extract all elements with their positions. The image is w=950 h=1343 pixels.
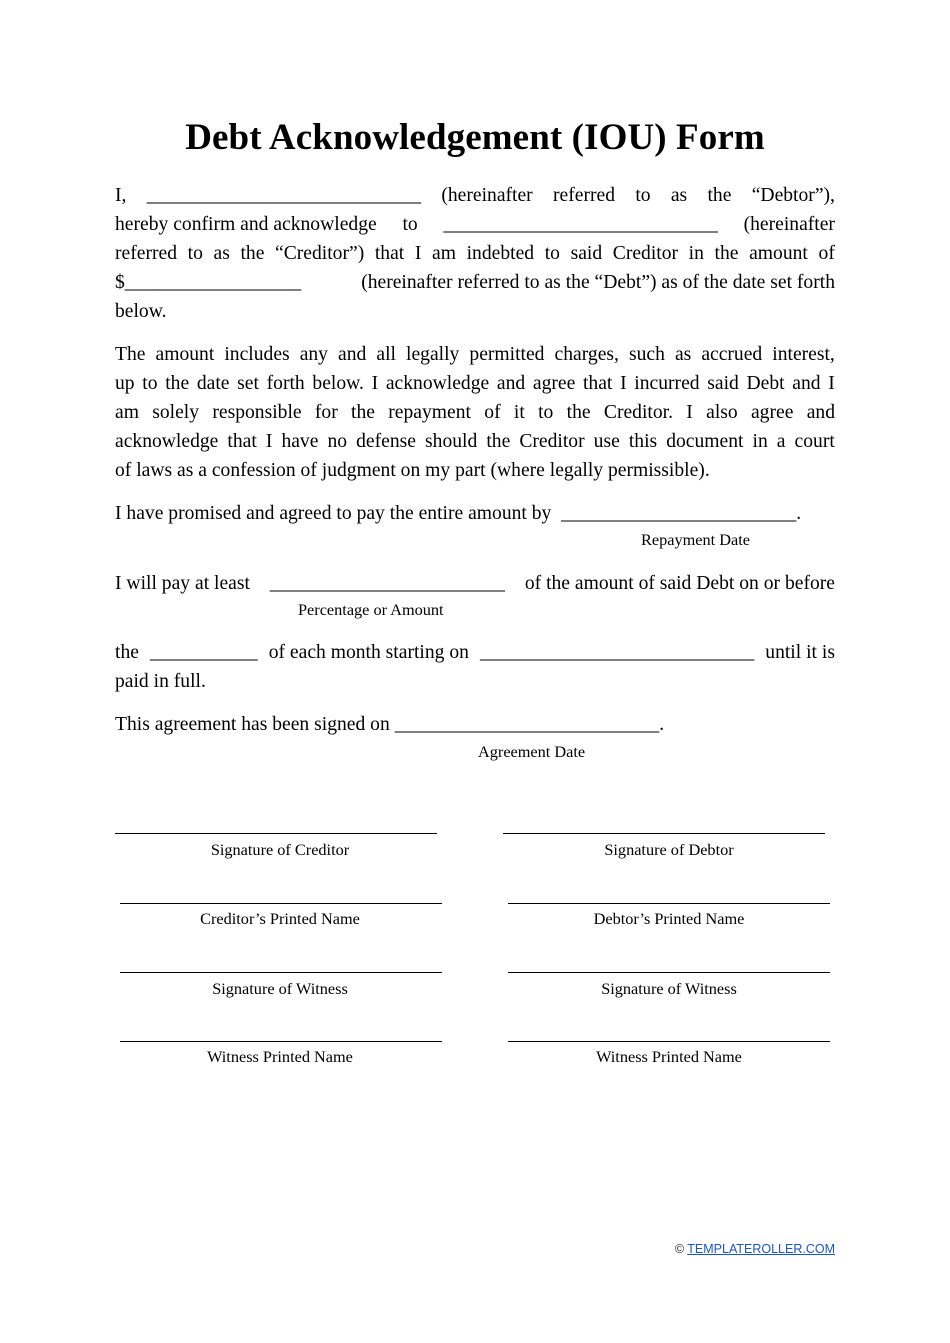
- word: the: [165, 372, 190, 394]
- text-fragment: I: [414, 242, 422, 264]
- paragraph-line: paid in full.: [115, 670, 206, 692]
- word: in: [752, 430, 768, 452]
- word: set: [237, 372, 259, 394]
- templateroller-link[interactable]: TEMPLATEROLLER.COM: [687, 1242, 835, 1256]
- word: solely: [152, 401, 200, 423]
- text-fragment: in: [688, 242, 704, 264]
- text-fragment: to: [635, 185, 651, 206]
- word: have: [281, 430, 319, 452]
- debtor-signature-label: Signature of Debtor: [604, 840, 734, 859]
- installment-paragraph: [115, 570, 835, 599]
- word: any: [299, 344, 328, 365]
- agreement-date-blank: ___________________________.: [394, 714, 665, 735]
- paragraph-line: [115, 211, 835, 240]
- word: I: [686, 401, 693, 423]
- word: legally: [406, 344, 460, 365]
- agreement-date-paragraph: [115, 711, 835, 740]
- text-fragment: as: [670, 185, 688, 206]
- agreement-date-caption: Agreement Date: [478, 742, 586, 761]
- word: permitted: [469, 344, 545, 365]
- day-of-month-blank: ___________: [149, 642, 258, 663]
- creditor-name-label: Creditor’s Printed Name: [200, 909, 360, 928]
- word: am: [115, 401, 139, 423]
- debtor-signature-line: [503, 833, 825, 834]
- word: of: [484, 401, 501, 423]
- paragraph-line: [115, 639, 835, 668]
- witness-signature-label-left: Signature of Witness: [212, 979, 348, 998]
- paragraph-line: of laws as a confession of judgment on my part (where legally permissible).: [115, 459, 710, 481]
- word: court: [794, 430, 835, 452]
- word: charges,: [554, 344, 619, 365]
- creditor-name-blank: ____________________________: [443, 213, 718, 235]
- word: Debt: [746, 372, 785, 394]
- paragraph-line: [115, 341, 835, 370]
- word: no: [327, 430, 348, 452]
- word: responsible: [212, 401, 302, 423]
- text-fragment: the: [240, 242, 265, 264]
- word: as: [674, 344, 692, 365]
- repayment-paragraph: [115, 500, 835, 529]
- word: the: [566, 401, 591, 423]
- terms-paragraph: [115, 341, 835, 486]
- creditor-signature-line: [115, 833, 437, 834]
- text-fragment: as: [213, 242, 230, 264]
- word: for: [314, 401, 338, 423]
- text-fragment: Creditor: [612, 242, 679, 264]
- word: also: [706, 401, 738, 423]
- word: agree: [532, 372, 576, 394]
- word: date: [196, 372, 230, 394]
- word: accrued: [701, 344, 763, 365]
- text-fragment: “Debtor”),: [751, 185, 835, 206]
- witness-signature-line-right: [508, 972, 830, 973]
- text-fragment: I will pay at least: [115, 573, 250, 594]
- text-fragment: This agreement has been signed on: [115, 714, 390, 735]
- text-fragment: of each month starting on: [268, 642, 469, 663]
- text-fragment: said: [570, 242, 603, 264]
- text-fragment: until it is: [765, 642, 835, 663]
- word: amount: [155, 344, 215, 365]
- debtor-name-label: Debtor’s Printed Name: [593, 909, 745, 928]
- paragraph-line: [115, 399, 835, 428]
- word: agree: [750, 401, 794, 423]
- paragraph-line: [115, 269, 835, 298]
- witness-signature-line-left: [120, 972, 442, 973]
- word: The: [115, 344, 146, 365]
- word: I: [828, 372, 835, 394]
- word: a: [776, 430, 786, 452]
- document-title: Debt Acknowledgement (IOU) Form: [185, 117, 765, 158]
- word: Creditor.: [603, 401, 673, 423]
- text-fragment: “Creditor”): [275, 242, 365, 264]
- text-fragment: that: [374, 242, 405, 264]
- word: such: [628, 344, 665, 365]
- text-fragment: amount: [749, 242, 808, 264]
- text-fragment: referred: [553, 185, 616, 206]
- word: below.: [312, 372, 364, 394]
- text-fragment: the: [115, 642, 139, 663]
- text-fragment: indebted: [466, 242, 535, 264]
- text-fragment: to: [402, 213, 418, 235]
- word: repayment: [388, 401, 471, 423]
- paragraph-line: below.: [115, 300, 167, 322]
- debtor-name-line: [508, 903, 830, 904]
- word: up: [115, 372, 135, 394]
- word: said: [707, 372, 739, 394]
- word: should: [425, 430, 478, 452]
- word: this: [628, 430, 658, 452]
- paragraph-line: [115, 711, 835, 740]
- debtor-creditor-paragraph: [115, 182, 835, 327]
- word: includes: [224, 344, 290, 365]
- witness-name-line-right: [508, 1041, 830, 1042]
- word: the: [486, 430, 511, 452]
- paragraph-line: [115, 500, 835, 529]
- paragraph-line: [115, 182, 835, 211]
- text-fragment: the: [714, 242, 739, 264]
- witness-name-line-left: [120, 1041, 442, 1042]
- percentage-amount-caption: Percentage or Amount: [298, 600, 444, 619]
- text-fragment: to: [187, 242, 203, 264]
- word: it: [513, 401, 525, 423]
- word: acknowledge: [385, 372, 490, 394]
- creditor-name-line: [120, 903, 442, 904]
- word: that: [582, 372, 613, 394]
- text-fragment: the: [707, 185, 732, 206]
- text-fragment: I,: [115, 185, 127, 206]
- word: and: [806, 401, 835, 423]
- witness-name-label-left: Witness Printed Name: [207, 1047, 353, 1066]
- debt-amount-blank: $__________________: [115, 271, 302, 293]
- word: I: [265, 430, 273, 452]
- word: to: [538, 401, 554, 423]
- word: Creditor: [519, 430, 585, 452]
- text-fragment: to: [544, 242, 560, 264]
- text-fragment: referred: [115, 242, 177, 264]
- witness-signature-label-right: Signature of Witness: [601, 979, 737, 998]
- paragraph-line: [115, 240, 835, 269]
- text-fragment: of: [818, 242, 835, 264]
- text-fragment: (hereinafter: [441, 185, 533, 206]
- debtor-name-blank: ____________________________: [146, 185, 422, 206]
- text-fragment: I have promised and agreed to pay the entire amount by: [115, 503, 552, 524]
- word: incurred: [634, 372, 700, 394]
- word: interest,: [772, 344, 835, 365]
- creditor-signature-label: Signature of Creditor: [210, 840, 350, 859]
- start-date-blank: ____________________________: [479, 642, 755, 663]
- word: to: [142, 372, 158, 394]
- word: and: [792, 372, 821, 394]
- copyright-icon: ©: [674, 1242, 685, 1256]
- paragraph-line: [115, 428, 835, 457]
- paragraph-line: [115, 570, 835, 599]
- word: forth: [266, 372, 305, 394]
- word: all: [376, 344, 396, 365]
- word: defense: [356, 430, 416, 452]
- repayment-date-blank: ________________________.: [561, 503, 802, 524]
- percentage-amount-blank: ________________________: [269, 573, 505, 594]
- word: use: [593, 430, 620, 452]
- repayment-date-caption: Repayment Date: [641, 530, 750, 549]
- text-fragment: (hereinafter: [743, 213, 835, 235]
- word: the: [351, 401, 375, 423]
- witness-name-label-right: Witness Printed Name: [596, 1047, 742, 1066]
- text-fragment: hereby confirm and acknowledge: [115, 213, 377, 235]
- word: and: [338, 344, 367, 365]
- paragraph-line: [115, 370, 835, 399]
- word: acknowledge: [115, 430, 219, 452]
- word: I: [620, 372, 627, 394]
- word: document: [666, 430, 744, 452]
- text-fragment: am: [432, 242, 456, 264]
- text-fragment: (hereinafter referred to as the “Debt”) as of the date set forth: [361, 271, 835, 293]
- footer-copyright: [675, 1242, 835, 1256]
- word: I: [371, 372, 379, 394]
- word: that: [227, 430, 257, 452]
- monthly-paragraph: [115, 639, 835, 697]
- word: and: [496, 372, 526, 394]
- text-fragment: of the amount of said Debt on or before: [524, 573, 835, 594]
